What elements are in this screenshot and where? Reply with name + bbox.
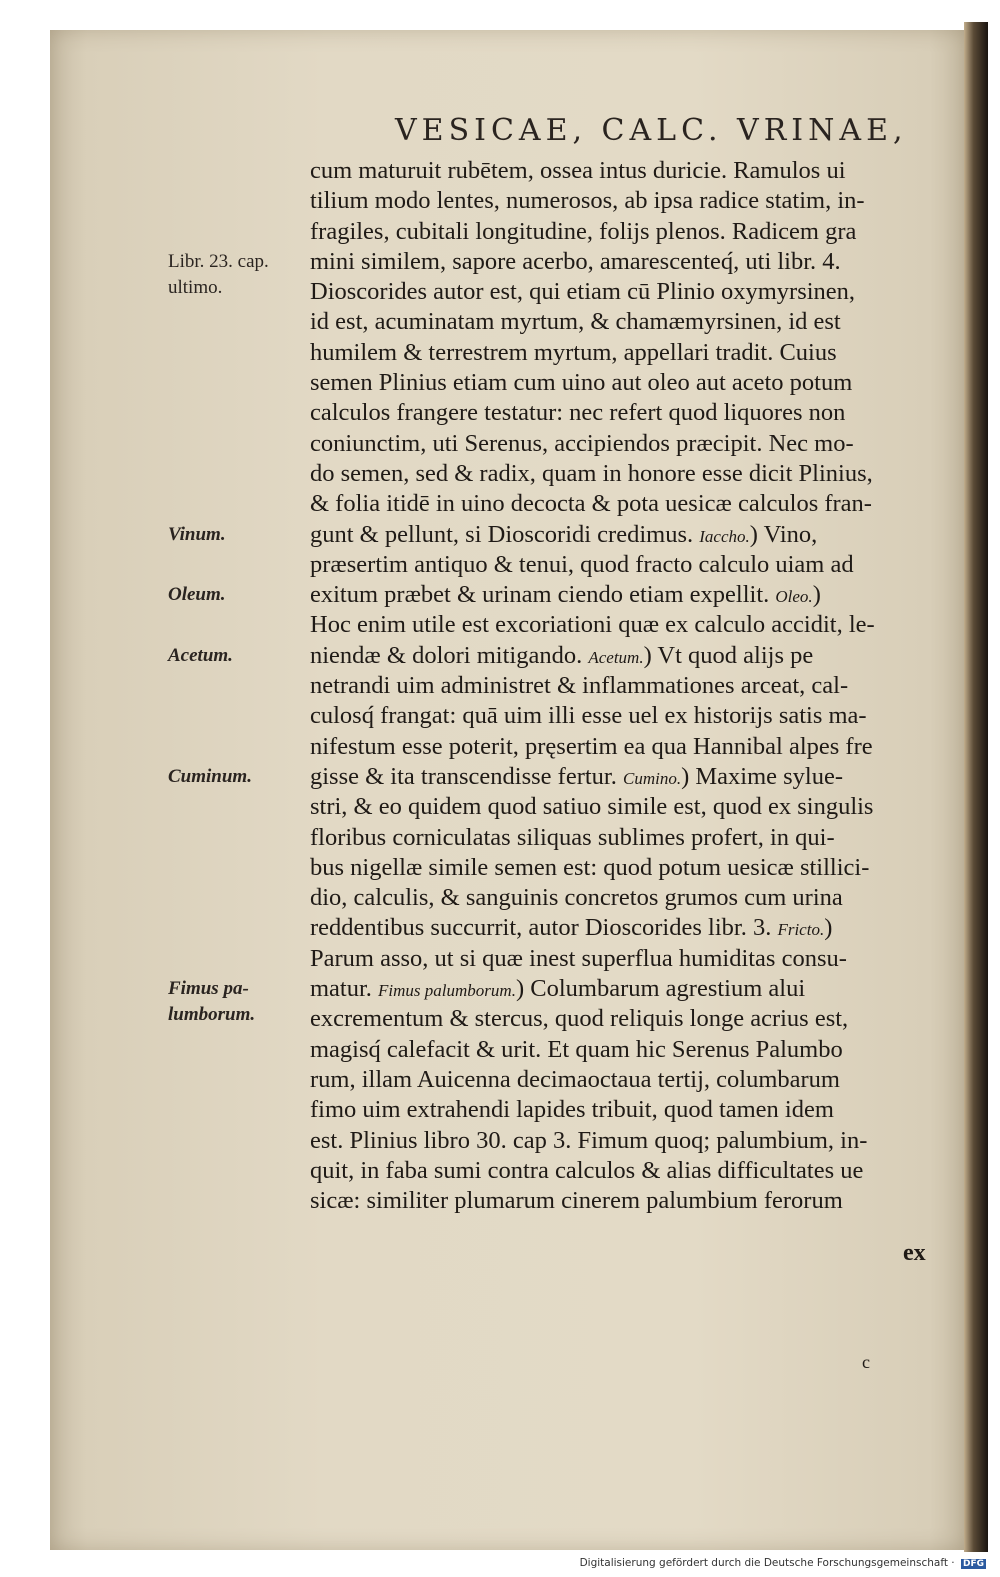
text-line (310, 307, 952, 337)
line-segment: bus nigellæ simile semen est: quod potum uesicæ stillici- (310, 853, 870, 881)
text-line (310, 550, 952, 580)
margin-note-line: Acetum. (168, 644, 233, 666)
margin-note-line: ultimo. (168, 276, 223, 298)
line-segment: sicæ: similiter plumarum cinerem palumbium ferorum (310, 1187, 843, 1215)
line-segment: Hoc enim utile est excoriationi quæ ex calculo accidit, le- (310, 611, 875, 639)
margin-note (168, 249, 308, 301)
running-header: VESICAE, CALC. VRINAE, (395, 113, 908, 148)
text-line (310, 610, 952, 640)
line-segment: ) Vt quod alijs pe (643, 641, 814, 669)
text-line (310, 217, 952, 247)
text-line (310, 762, 952, 792)
text-line (310, 398, 952, 428)
line-segment: fimo uim extrahendi lapides tribuit, quod tamen idem (310, 1096, 834, 1124)
margin-note (168, 764, 308, 790)
line-segment: coniunctim, uti Serenus, accipiendos præcipit. Nec mo- (310, 429, 854, 457)
margin-note-line: Libr. 23. cap. (168, 250, 269, 272)
inline-lemma: Acetum. (588, 647, 644, 667)
line-segment: ) (824, 914, 833, 942)
dfg-logo-icon: DFG (962, 1559, 984, 1569)
inline-lemma: Fricto. (777, 920, 825, 940)
line-segment: reddentibus succurrit, autor Dioscorides libr. 3. (310, 914, 778, 942)
text-line (310, 701, 952, 731)
text-line (310, 1126, 952, 1156)
text-line (310, 186, 952, 216)
margin-note (168, 582, 308, 608)
margin-note-line: lumborum. (168, 1004, 256, 1026)
body-text (310, 156, 952, 1216)
text-line (310, 459, 952, 489)
line-segment: calculos frangere testatur: nec refert quod liquores non (310, 399, 846, 427)
margin-note-line: Oleum. (168, 584, 226, 606)
text-line (310, 247, 952, 277)
text-line (310, 913, 952, 943)
footer-text: Digitalisierung gefördert durch die Deutsche Forschungsgemeinschaft · (579, 1557, 955, 1569)
book-spine (964, 22, 988, 1552)
line-segment: excrementum & stercus, quod reliquis longe acrius est, (310, 1005, 849, 1033)
text-line (310, 1095, 952, 1125)
line-segment: niendæ & dolori mitigando. (310, 641, 589, 669)
line-segment: & folia itidē in uino decocta & pota uesicæ calculos fran- (310, 490, 872, 518)
line-segment: quit, in faba sumi contra calculos & alias difficultates ue (310, 1156, 864, 1184)
text-line (310, 156, 952, 186)
line-segment: magisq́ calefacit & urit. Et quam hic Serenus Palumbo (310, 1035, 843, 1063)
line-segment: Dioscorides autor est, qui etiam cū Plinio oxymyrsinen, (310, 278, 856, 306)
line-segment: est. Plinius libro 30. cap 3. Fimum quoq; palumbium, in- (310, 1126, 868, 1154)
inline-lemma: Fimus palumborum. (378, 981, 516, 1001)
line-segment: gisse & ita transcendisse fertur. (310, 762, 623, 790)
line-segment: præsertim antiquo & tenui, quod fracto calculo uiam ad (310, 550, 854, 578)
text-line (310, 520, 952, 550)
line-segment: stri, & eo quidem quod satiuo simile est, quod ex singulis (310, 793, 874, 821)
text-line (310, 823, 952, 853)
text-line (310, 277, 952, 307)
margin-note-line: Fimus pa- (168, 978, 249, 1000)
digitization-footer (580, 1557, 986, 1569)
line-segment: Parum asso, ut si quæ inest superflua humiditas consu- (310, 944, 847, 972)
margin-note-line: Cuminum. (168, 766, 252, 787)
line-segment: netrandi uim administret & inflammationes arceat, cal- (310, 672, 849, 700)
inline-lemma: Oleo. (775, 587, 813, 607)
text-line (310, 641, 952, 671)
line-segment: rum, illam Auicenna decimaoctaua tertij, columbarum (310, 1065, 840, 1093)
inline-lemma: Cumino. (622, 768, 682, 788)
text-line (310, 853, 952, 883)
text-line (310, 1035, 952, 1065)
margin-note (168, 976, 308, 1028)
margin-note-line: Vinum. (168, 523, 226, 545)
catchword: ex (903, 1240, 926, 1266)
line-segment: semen Plinius etiam cum uino aut oleo aut aceto potum (310, 369, 853, 397)
line-segment: culosq́ frangat: quā uim illi esse uel ex historijs satis ma- (310, 702, 867, 730)
margin-note (168, 522, 308, 548)
margin-note (168, 643, 308, 669)
line-segment: matur. (310, 975, 379, 1003)
line-segment: id est, acuminatam myrtum, & chamæmyrsinen, id est (310, 308, 841, 336)
line-segment: ) Columbarum agrestium alui (515, 975, 806, 1003)
line-segment: gunt & pellunt, si Dioscoridi credimus. (310, 520, 700, 548)
text-line (310, 1065, 952, 1095)
line-segment: ) Vino, (749, 520, 818, 548)
text-line (310, 368, 952, 398)
line-segment: ) Maxime sylue- (681, 762, 844, 790)
line-segment: floribus corniculatas siliquas sublimes profert, in qui- (310, 823, 835, 851)
line-segment: cum maturuit rubētem, ossea intus duricie. Ramulos ui (310, 157, 846, 184)
text-line (310, 792, 952, 822)
inline-lemma: Iaccho. (699, 526, 750, 546)
line-segment: mini similem, sapore acerbo, amarescenteq́, uti libr. 4. (310, 247, 841, 275)
text-line (310, 671, 952, 701)
signature-mark: c (862, 1352, 870, 1372)
line-segment: humilem & terrestrem myrtum, appellari tradit. Cuius (310, 338, 837, 366)
text-line (310, 1156, 952, 1186)
text-line (310, 489, 952, 519)
line-segment: exitum præbet & urinam ciendo etiam expellit. (310, 581, 776, 609)
line-segment: dio, calculis, & sanguinis concretos grumos cum urina (310, 884, 843, 912)
line-segment: do semen, sed & radix, quam in honore esse dicit Plinius, (310, 459, 873, 487)
text-line (310, 1004, 952, 1034)
text-line (310, 429, 952, 459)
text-line (310, 974, 952, 1004)
text-line (310, 1186, 952, 1216)
text-line (310, 944, 952, 974)
text-line (310, 580, 952, 610)
text-line (310, 732, 952, 762)
line-segment: fragiles, cubitali longitudine, folijs plenos. Radicem gra (310, 217, 857, 245)
line-segment: tilium modo lentes, numerosos, ab ipsa radice statim, in- (310, 187, 865, 215)
line-segment: nifestum esse poterit, pręsertim ea qua Hannibal alpes fre (310, 732, 873, 760)
text-line (310, 883, 952, 913)
text-line (310, 338, 952, 368)
line-segment: ) (812, 581, 821, 609)
